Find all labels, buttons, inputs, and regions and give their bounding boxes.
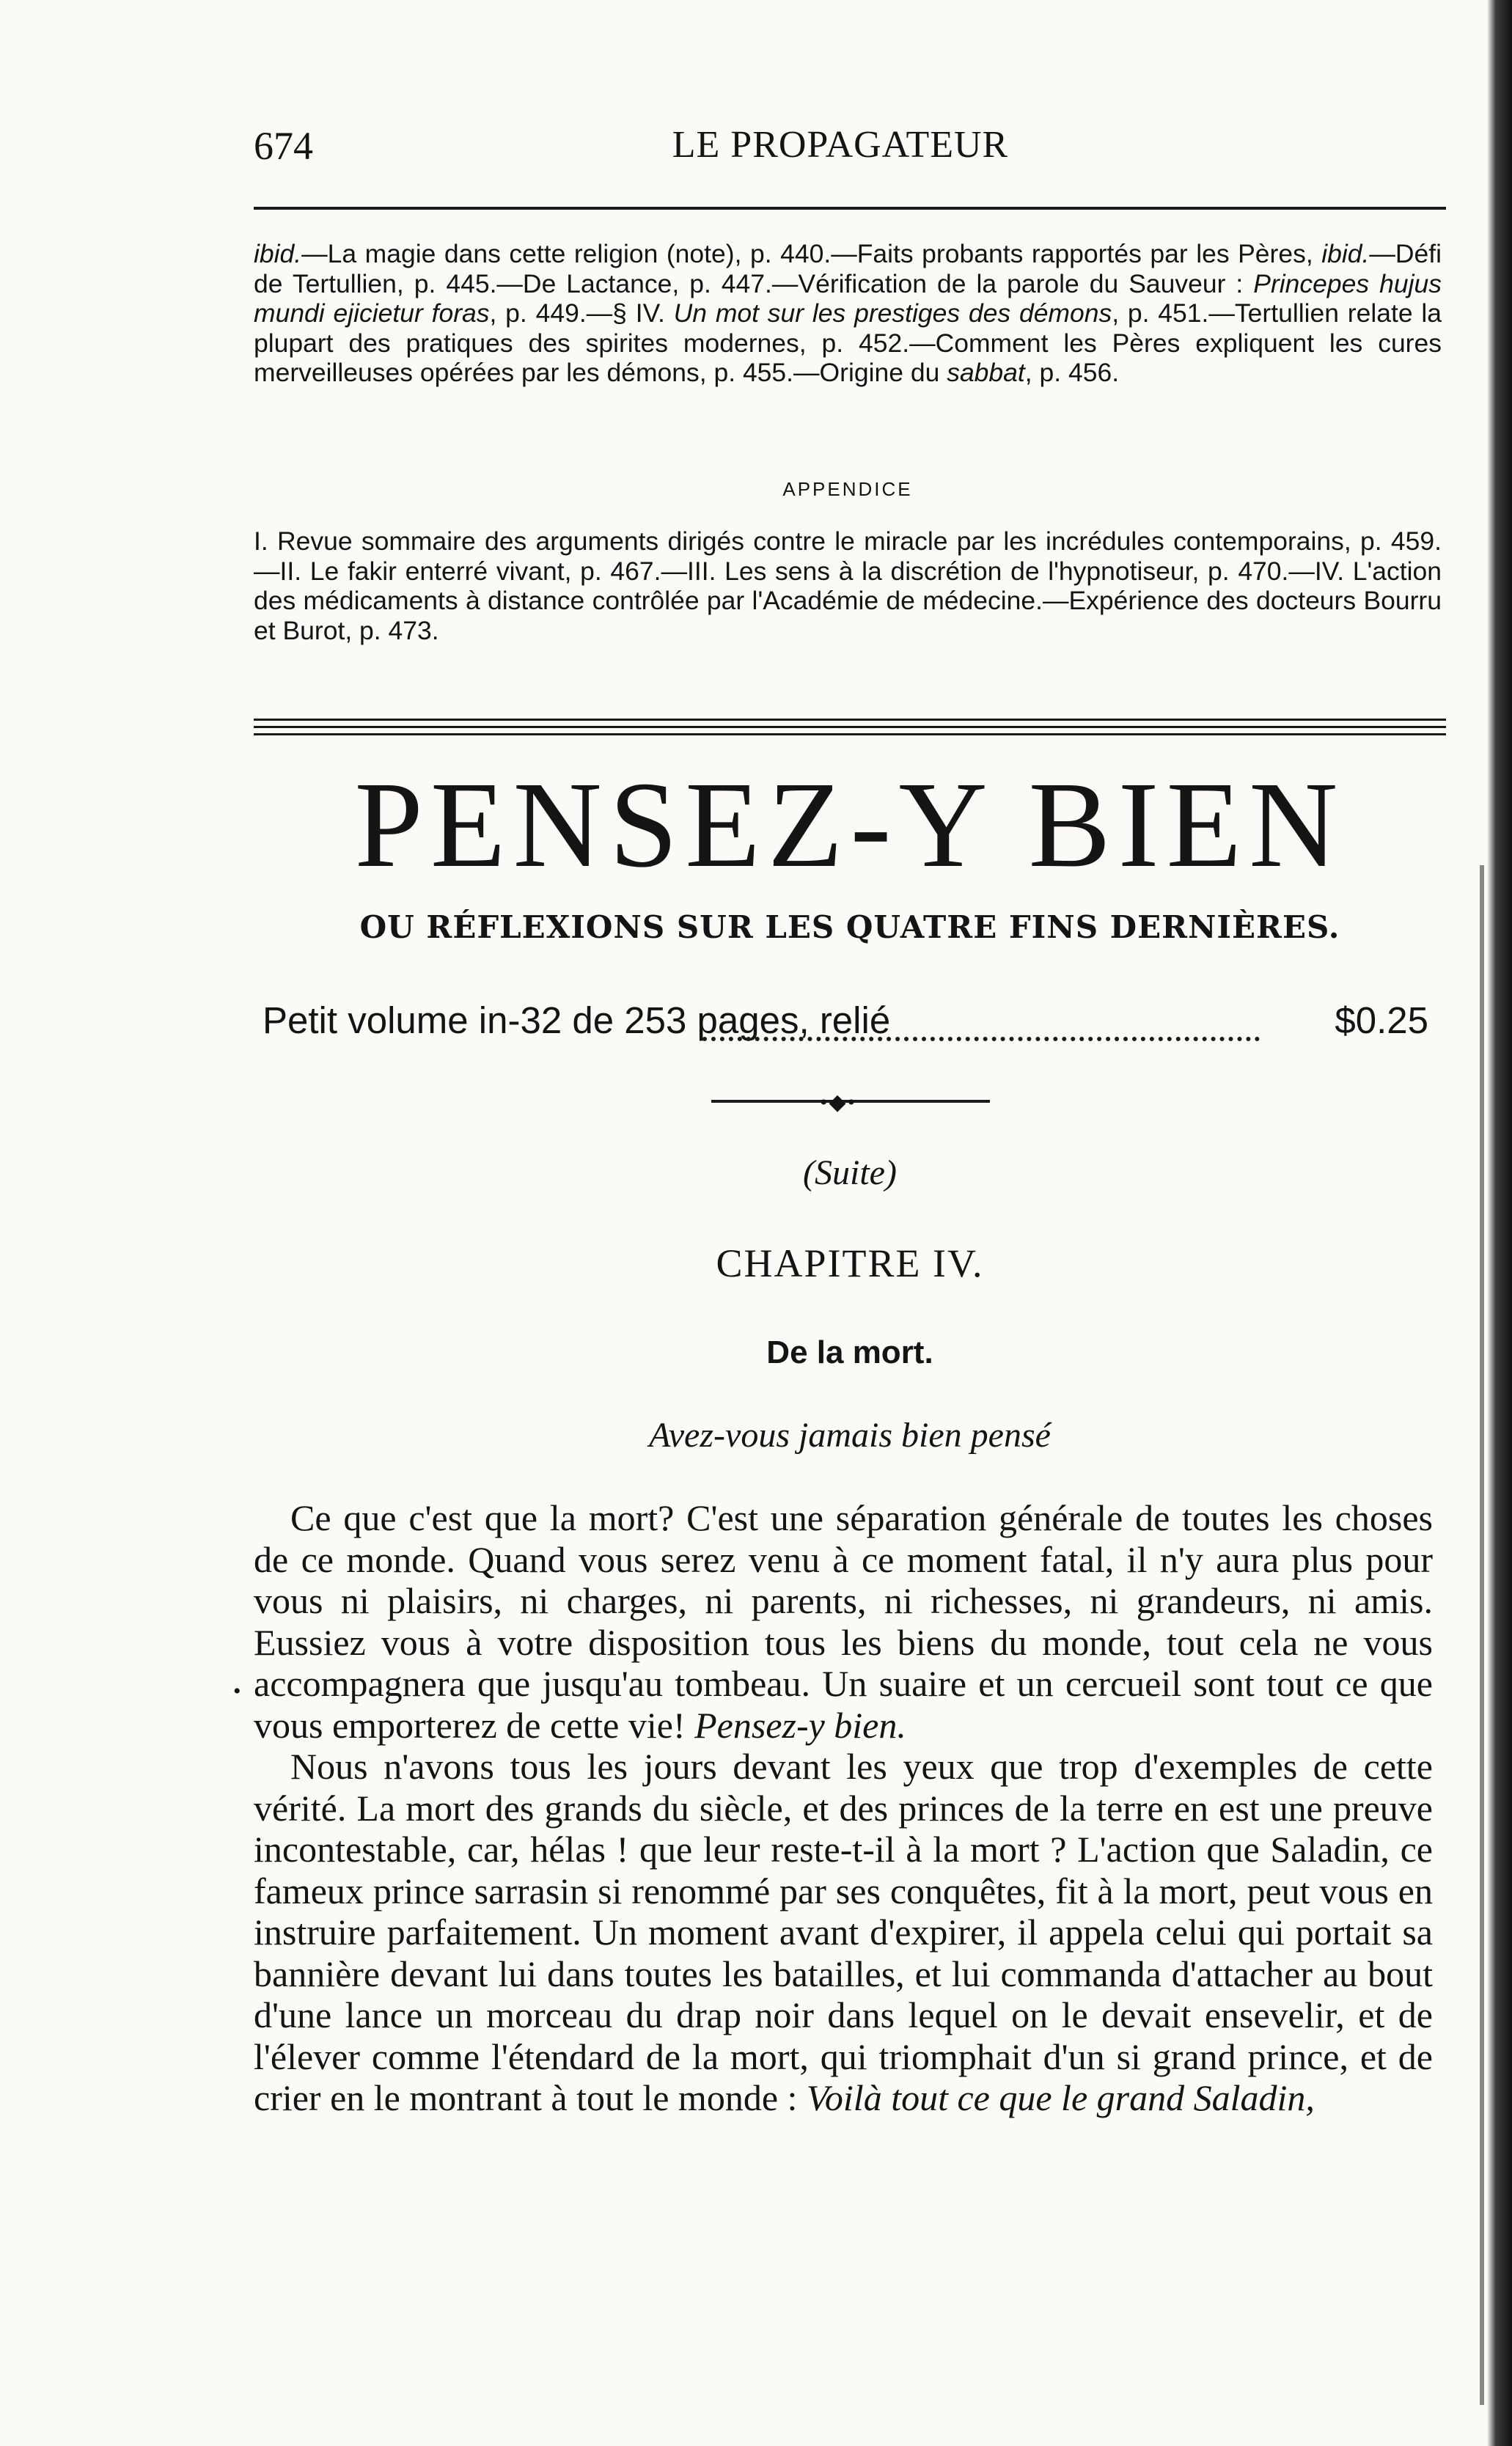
margin-mark: • (233, 1679, 241, 1703)
appendix-heading: APPENDICE (782, 478, 913, 500)
running-title: LE PROPAGATEUR (672, 124, 1009, 166)
chapter-subtitle: De la mort. (766, 1334, 933, 1370)
scan-edge-shadow (1480, 865, 1484, 2405)
header-rule (254, 207, 1446, 210)
chapter-title: CHAPITRE IV. (716, 1241, 984, 1285)
body-paragraph: Nous n'avons tous les jours devant les yeux que trop d'exemples de cette vérité. La mort des grands du siècle, et des princes de la terre en est une preuve incontestable, car, hélas ! que leur reste-t-il à la mort ? L'action que Saladin, ce fameux prince sarrasin si renommé par ses conquêtes, fit à la mort, peut vous en instruire parfaitement. Un moment avant d'expirer, il appela celui qui portait sa bannière devant lui dans toutes les batailles, et lui commanda d'attacher au bout d'une lance un morceau du drap noir dans lequel on le devait ensevelir, et de l'élever comme l'étendard de la mort, qui triomphait d'un si grand prince, et de crier en le montrant à tout le monde : Voilà tout ce que le grand Saladin, (254, 1746, 1433, 2118)
ornament-glyph: •◆• (820, 1090, 857, 1114)
advert-subtitle: OU RÉFLEXIONS SUR LES QUATRE FINS DERNIÈRES. (359, 909, 1340, 945)
continuation-label: (Suite) (803, 1153, 897, 1192)
section-divider-line (254, 733, 1446, 735)
page-number: 674 (254, 124, 313, 168)
book-description: Petit volume in-32 de 253 pages, relié (263, 999, 891, 1041)
advert-title: PENSEZ-Y BIEN (354, 757, 1346, 893)
chapter-body (254, 1497, 1433, 2119)
page-header (254, 123, 1427, 175)
dot-leader (702, 1007, 1260, 1041)
body-paragraph: Ce que c'est que la mort? C'est une séparation générale de toutes les choses de ce monde. Quand vous serez venu à ce moment fatal, il n'y aura plus pour vous ni plaisirs, ni charges, ni parents, ni richesses, ni grandeurs, ni amis. Eussiez vous à votre disposition tous les biens du monde, tout cela ne vous accompagnera que jusqu'au tombeau. Un suaire et un cercueil sont tout ce que vous emporterez de cette vie! Pensez-y bien. (254, 1497, 1433, 1746)
appendix-text: I. Revue sommaire des arguments dirigés contre le miracle par les incrédules contemporains, p. 459.—II. Le fakir enterré vivant, p. 467.—III. Les sens à la discrétion de l'hypnotiseur, p. 470.—IV. L'action des médicaments à distance contrôlée par l'Académie de médecine.—Expérience des docteurs Bourru et Burot, p. 473. (254, 526, 1442, 645)
section-divider-line (254, 726, 1446, 728)
scan-edge (1487, 0, 1512, 2446)
book-price: $0.25 (1335, 999, 1428, 1041)
section-divider-line (254, 719, 1446, 721)
table-of-contents-text: ibid.—La magie dans cette religion (note), p. 440.—Faits probants rapportés par les Pères, ibid.—Défi de Tertullien, p. 445.—De Lactance, p. 447.—Vérification de la parole du Sauveur : Princepes hujus mundi ejicietur foras, p. 449.—§ IV. Un mot sur les prestiges des démons, p. 451.—Tertullien relate la plupart des pratiques des spirites modernes, p. 452.—Comment les Pères expliquent les cures merveilleuses opérées par les démons, p. 455.—Origine du sabbat, p. 456. (254, 239, 1442, 387)
chapter-epigraph: Avez-vous jamais bien pensé (649, 1416, 1051, 1455)
